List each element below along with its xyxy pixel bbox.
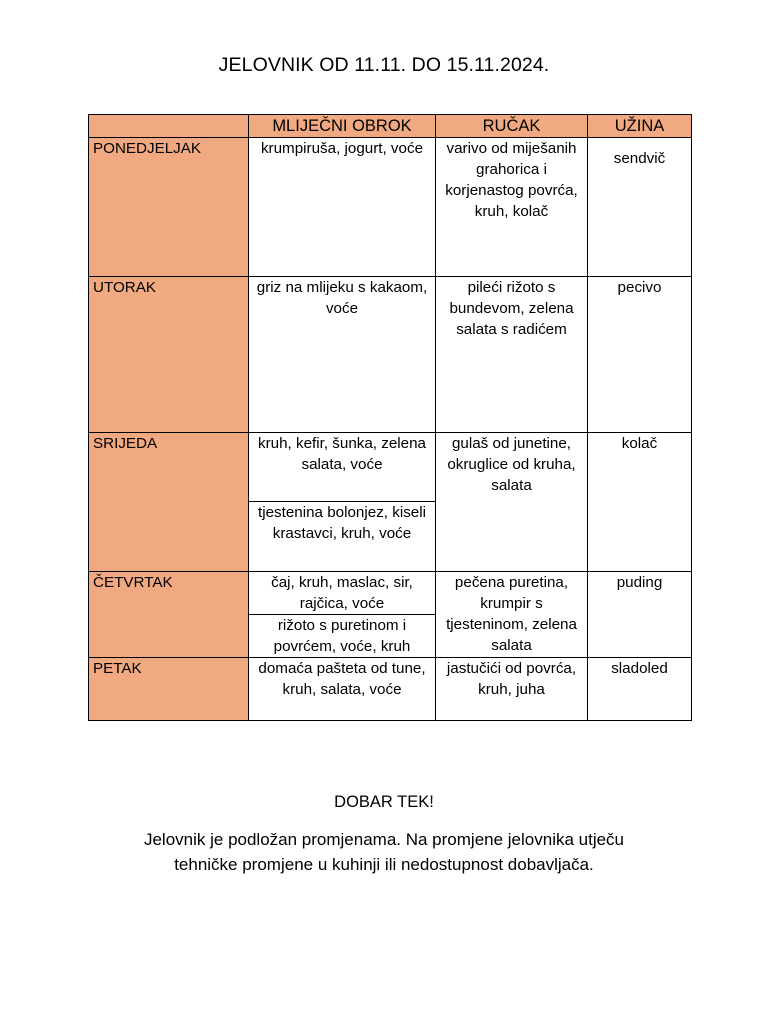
table-row (89, 277, 692, 433)
page-title: JELOVNIK OD 11.11. DO 15.11.2024. (218, 54, 550, 76)
mlijecni-cell: domaća pašteta od tune, kruh, salata, voće (249, 658, 436, 721)
day-label: PONEDJELJAK (89, 138, 249, 277)
disclaimer-line-1: Jelovnik je podložan promjenama. Na promjene jelovnika utječu (143, 830, 625, 849)
column-header-mlijecni: MLIJEČNI OBROK (249, 115, 436, 138)
rucak-cell: pečena puretina, krumpir s tjesteninom, zelena salata (436, 572, 588, 658)
header-corner (89, 115, 249, 138)
day-label: SRIJEDA (89, 433, 249, 572)
uzina-cell: kolač (588, 433, 692, 572)
mlijecni-cell: krumpiruša, jogurt, voće (249, 138, 436, 277)
table-row (89, 433, 692, 502)
header-row (89, 115, 692, 138)
uzina-cell: puding (588, 572, 692, 658)
day-label: UTORAK (89, 277, 249, 433)
uzina-cell: sladoled (588, 658, 692, 721)
column-header-uzina: UŽINA (588, 115, 692, 138)
rucak-cell: pileći rižoto s bundevom, zelena salata s radićem (436, 277, 588, 433)
column-header-rucak: RUČAK (436, 115, 588, 138)
mlijecni-cell: čaj, kruh, maslac, sir, rajčica, voće (249, 572, 436, 615)
disclaimer-line-2: tehničke promjene u kuhinji ili nedostupnost dobavljača. (174, 855, 594, 874)
greeting: DOBAR TEK! (334, 793, 434, 811)
rucak-cell: varivo od miješanih grahorica i korjenastog povrća, kruh, kolač (436, 138, 588, 277)
table-row (89, 658, 692, 721)
mlijecni-cell: tjestenina bolonjez, kiseli krastavci, kruh, voće (249, 502, 436, 572)
day-label: ČETVRTAK (89, 572, 249, 658)
uzina-cell: sendvič (588, 138, 692, 277)
rucak-cell: gulaš od junetine, okruglice od kruha, salata (436, 433, 588, 572)
mlijecni-cell: kruh, kefir, šunka, zelena salata, voće (249, 433, 436, 502)
mlijecni-cell: rižoto s puretinom i povrćem, voće, kruh (249, 615, 436, 658)
uzina-cell: pecivo (588, 277, 692, 433)
table-row (89, 572, 692, 615)
mlijecni-cell: griz na mlijeku s kakaom, voće (249, 277, 436, 433)
day-label: PETAK (89, 658, 249, 721)
menu-table (88, 114, 692, 721)
rucak-cell: jastučići od povrća, kruh, juha (436, 658, 588, 721)
disclaimer-note (0, 827, 768, 877)
table-row (89, 138, 692, 277)
